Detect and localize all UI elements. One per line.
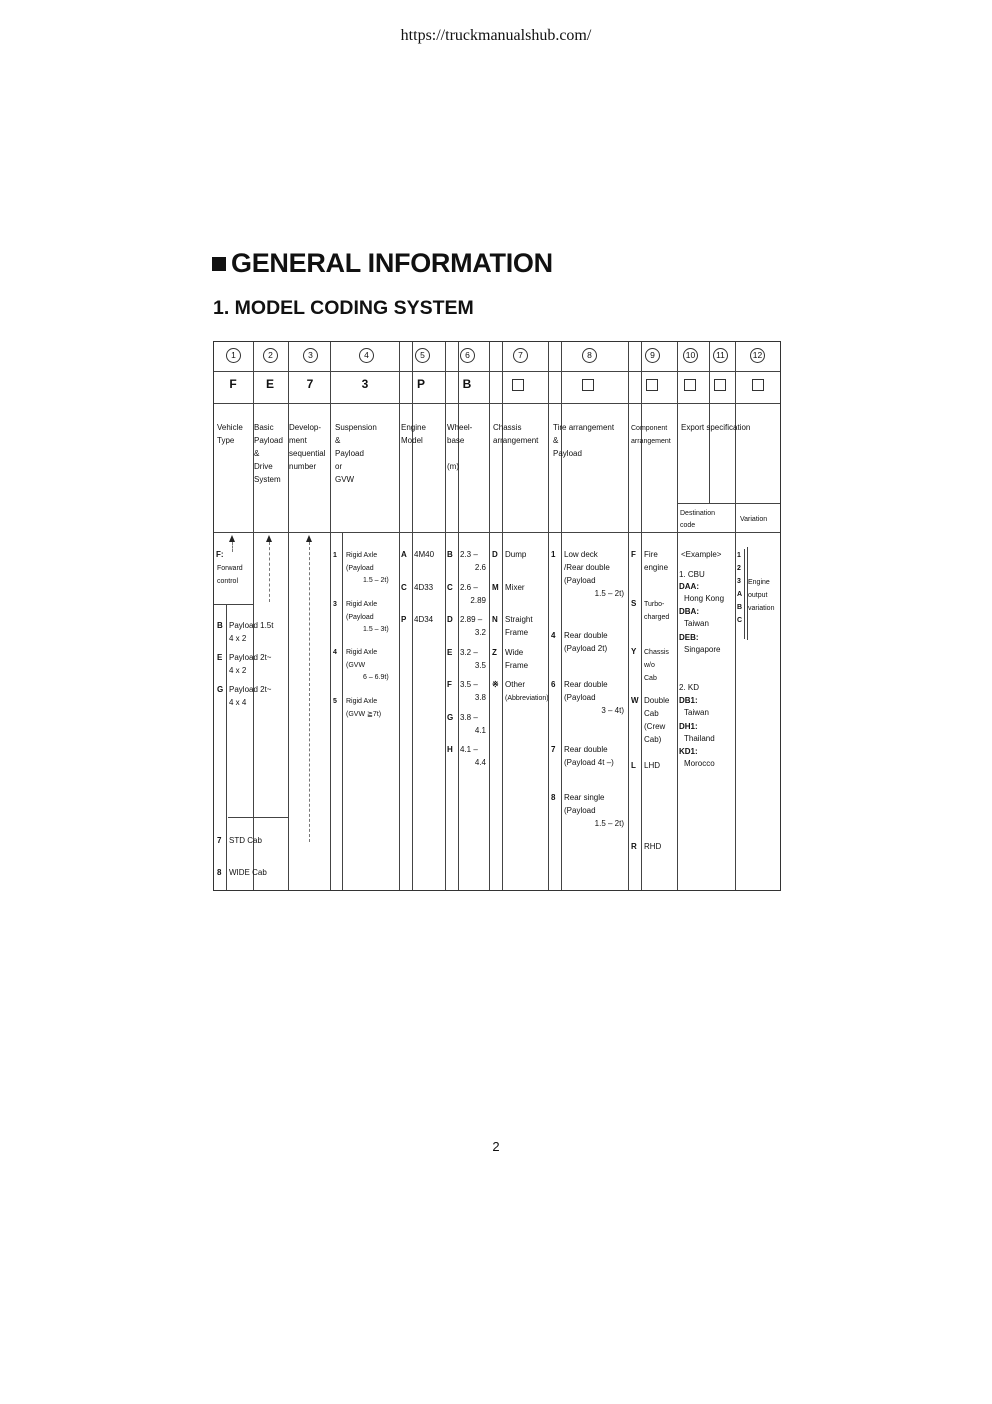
component-text: Cab (644, 709, 659, 718)
position-number-1: 1 (226, 348, 241, 363)
bracket-line (228, 817, 288, 818)
suspension-text: Rigid Axle (346, 601, 378, 608)
dotted-guide (309, 542, 310, 842)
suspension-code: 3 (333, 601, 337, 608)
component-code: L (631, 761, 636, 770)
engine-model: 4D34 (414, 615, 434, 624)
wheelbase-range: 3.8 – (460, 712, 478, 722)
drive-code: B (217, 621, 223, 630)
destination-code: KD1: (679, 747, 698, 756)
wheelbase-range: 3.5 (474, 660, 486, 670)
dotted-guide (269, 542, 270, 602)
model-code-6: B (462, 377, 472, 391)
header-basic-payload: Drive (254, 462, 273, 471)
position-number-6: 6 (460, 348, 475, 363)
wheelbase-range: 3.8 (474, 693, 486, 702)
destination-place: Singapore (684, 645, 721, 654)
header-suspension: & (335, 436, 341, 445)
tire-text: 1.5 – 2t) (594, 589, 624, 598)
header-wheelbase: base (447, 436, 465, 445)
tire-text: Rear double (564, 745, 608, 754)
variation-code: C (737, 617, 743, 624)
suspension-text: Rigid Axle (346, 698, 378, 705)
drive-code: E (217, 653, 223, 662)
column-divider (445, 342, 446, 890)
component-code: W (631, 696, 639, 705)
blank-code-box-10 (684, 379, 696, 391)
drive-code: G (217, 685, 224, 694)
wheelbase-range: 4.1 (474, 725, 486, 735)
position-number-2: 2 (263, 348, 278, 363)
variation-code: B (737, 604, 743, 611)
destination-code: DH1: (679, 722, 698, 731)
chassis-type: Straight (505, 615, 533, 624)
vehicle-type-label: control (217, 578, 239, 585)
destination-code: DB1: (679, 696, 698, 705)
wheelbase-range: 4.4 (474, 758, 486, 767)
section-title (212, 248, 553, 279)
component-text: Cab (644, 675, 657, 682)
header-development-number: Develop- (289, 423, 322, 432)
component-code: Y (631, 647, 637, 656)
chassis-code: M (492, 582, 499, 592)
chassis-code: D (492, 550, 498, 559)
page-number: 2 (492, 1139, 500, 1154)
header-engine-model: Model (401, 436, 423, 445)
variation-bracket (744, 549, 745, 639)
wheelbase-range: 3.2 – (460, 647, 478, 657)
wheelbase-range: 2.3 – (460, 550, 478, 559)
bracket-line (228, 604, 253, 605)
header-basic-payload: System (254, 475, 281, 484)
drive-payload: Payload 2t~ (229, 685, 272, 694)
drive-axle: 4 x 2 (229, 634, 247, 643)
blank-code-box-11 (714, 379, 726, 391)
suspension-text: Rigid Axle (346, 649, 378, 656)
wheelbase-code: D (447, 615, 453, 624)
engine-code: P (401, 615, 407, 624)
up-arrow-icon (306, 535, 312, 542)
suspension-text: (Payload (346, 613, 374, 621)
component-code: S (631, 599, 637, 608)
destination-code: DEB: (679, 633, 699, 642)
header-component-arrangement: arrangement (631, 438, 671, 445)
header-basic-payload: Payload (254, 436, 283, 445)
header-suspension: Payload (335, 449, 364, 458)
subsection-title: 1. MODEL CODING SYSTEM (213, 297, 474, 319)
component-text: charged (644, 614, 670, 621)
destination-place: Hong Kong (684, 594, 725, 603)
drive-payload: Payload 1.5t (229, 621, 274, 630)
wheelbase-code: G (447, 712, 454, 722)
destination-cbu: 1. CBU (679, 570, 705, 579)
column-divider (628, 342, 629, 890)
variation-label: Engine (748, 579, 770, 586)
header-suspension: or (335, 462, 343, 471)
tire-text: Low deck (564, 550, 598, 559)
tire-text: (Payload (564, 806, 596, 815)
component-text: engine (644, 563, 669, 572)
header-wheelbase: (m) (447, 462, 459, 471)
component-text: Chassis (644, 649, 669, 656)
component-text: (Crew (644, 722, 666, 731)
position-number-3: 3 (303, 348, 318, 363)
chassis-type: Mixer (505, 582, 525, 592)
header-chassis-arrangement: Chassis (493, 423, 522, 432)
variation-code: 1 (737, 552, 741, 559)
wheelbase-range: 2.89 (470, 595, 486, 605)
model-code-5: P (416, 377, 425, 391)
destination-place: Taiwan (684, 708, 709, 717)
position-number-7: 7 (513, 348, 528, 363)
wheelbase-range: 2.6 – (460, 582, 478, 592)
header-development-number: number (289, 462, 317, 471)
column-divider (399, 342, 400, 890)
component-text: Cab) (644, 735, 662, 744)
wheelbase-range: 2.89 – (460, 615, 483, 624)
chassis-type: (Abbreviation) (505, 695, 549, 702)
wheelbase-range: 2.6 (474, 563, 486, 572)
header-basic-payload: Basic (254, 423, 274, 432)
destination-example: <Example> (681, 550, 722, 559)
column-divider (330, 342, 331, 890)
header-wheelbase: Wheel- (447, 423, 473, 432)
row-divider (214, 371, 780, 372)
tire-text: Rear double (564, 680, 608, 689)
component-text: w/o (644, 662, 655, 669)
destination-code: DAA: (679, 582, 699, 591)
blank-code-box-7 (512, 379, 524, 391)
chassis-type: Other (505, 680, 526, 689)
tire-text: (Payload 2t) (564, 644, 608, 653)
destination-place: Morocco (684, 759, 715, 768)
component-text: RHD (644, 842, 662, 851)
source-url[interactable]: https://truckmanualshub.com/ (400, 27, 592, 44)
tire-text: Rear double (564, 631, 608, 640)
tire-text: /Rear double (564, 563, 610, 572)
tire-code: 8 (551, 793, 556, 802)
header-chassis-arrangement: arrangement (493, 436, 539, 445)
destination-place: Taiwan (684, 619, 709, 628)
header-engine-model: Engine (401, 423, 426, 432)
chassis-code: N (492, 615, 498, 624)
header-development-number: ment (289, 436, 307, 445)
tire-text: (Payload (564, 576, 596, 585)
blank-code-box-9 (646, 379, 658, 391)
square-bullet-icon (212, 257, 226, 271)
header-vehicle-type: Type (217, 436, 235, 445)
blank-code-box-8 (582, 379, 594, 391)
header-destination-code: code (680, 522, 696, 529)
column-divider (489, 342, 490, 890)
wheelbase-code: F (447, 680, 452, 689)
vehicle-type-code: F: (216, 550, 224, 559)
wheelbase-range: 3.2 (474, 628, 486, 637)
header-tire-arrangement: Payload (553, 449, 582, 458)
variation-code: 2 (737, 565, 741, 572)
position-number-8: 8 (582, 348, 597, 363)
component-text: Turbo- (644, 601, 665, 608)
wheelbase-code: H (447, 745, 453, 754)
suspension-text: (GVW (346, 661, 366, 669)
chassis-type: Frame (505, 628, 529, 637)
variation-label: output (748, 592, 768, 599)
model-code-2: E (265, 377, 274, 391)
chassis-type: Wide (505, 647, 524, 657)
suspension-text: 6 – 6.9t) (363, 674, 389, 681)
position-number-10: 10 (683, 348, 698, 363)
model-code-4: 3 (361, 377, 369, 391)
position-number-4: 4 (359, 348, 374, 363)
engine-model: 4D33 (414, 582, 434, 592)
header-suspension: GVW (335, 475, 355, 484)
component-code: F (631, 550, 636, 559)
suspension-text: (GVW ≧7t) (346, 710, 382, 718)
tire-code: 4 (551, 631, 556, 640)
header-suspension: Suspension (335, 423, 377, 432)
header-export-specification: Export specification (681, 423, 751, 432)
suspension-text: 1.5 – 2t) (363, 577, 389, 584)
code-column-divider (226, 604, 227, 890)
tire-text: (Payload 4t –) (564, 758, 614, 767)
chassis-type: Frame (505, 660, 529, 670)
wheelbase-range: 4.1 – (460, 745, 478, 754)
destination-place: Thailand (684, 734, 715, 743)
header-tire-arrangement: Tire arrangement (553, 423, 615, 432)
header-vehicle-type: Vehicle (217, 423, 243, 432)
column-divider (548, 342, 549, 890)
wheelbase-range: 3.5 – (460, 680, 478, 689)
up-arrow-icon (266, 535, 272, 542)
variation-code: 3 (737, 578, 741, 585)
cab-label: STD Cab (229, 836, 262, 845)
tire-code: 6 (551, 680, 556, 689)
tire-code: 7 (551, 745, 556, 754)
column-divider (677, 342, 678, 890)
header-tire-arrangement: & (553, 436, 559, 445)
blank-code-box-12 (752, 379, 764, 391)
tire-text: (Payload (564, 693, 596, 702)
vehicle-type-label: Forward (217, 565, 243, 572)
cab-code: 8 (217, 868, 222, 877)
export-subheader-divider (678, 503, 780, 504)
wheelbase-code: C (447, 582, 453, 592)
tire-text: Rear single (564, 793, 605, 802)
cab-code: 7 (217, 836, 222, 845)
drive-axle: 4 x 4 (229, 698, 247, 707)
wheelbase-code: B (447, 550, 453, 559)
header-basic-payload: & (254, 449, 260, 458)
variation-code: A (737, 591, 743, 598)
wheelbase-code: E (447, 647, 453, 657)
engine-code: A (401, 550, 407, 559)
drive-axle: 4 x 2 (229, 666, 247, 675)
model-code-1: F (229, 377, 237, 391)
section-title-text: GENERAL INFORMATION (231, 248, 553, 278)
position-number-12: 12 (750, 348, 765, 363)
variation-label: variation (748, 605, 775, 612)
component-text: Fire (644, 550, 658, 559)
chassis-type: Dump (505, 550, 527, 559)
component-text: LHD (644, 761, 661, 770)
drive-payload: Payload 2t~ (229, 653, 272, 662)
code-column-divider (342, 532, 343, 890)
tire-text: 3 – 4t) (601, 706, 624, 715)
header-development-number: sequential (289, 449, 326, 458)
engine-model: 4M40 (414, 550, 435, 559)
header-destination-code: Destination (680, 510, 716, 517)
suspension-code: 5 (333, 698, 337, 705)
suspension-text: Rigid Axle (346, 552, 378, 559)
suspension-code: 1 (333, 552, 337, 559)
position-number-11: 11 (713, 348, 728, 363)
dotted-guide (232, 542, 233, 552)
row-divider (214, 532, 780, 533)
suspension-text: 1.5 – 3t) (363, 626, 389, 633)
header-component-arrangement: Component (631, 425, 668, 432)
position-number-5: 5 (415, 348, 430, 363)
cab-label: WIDE Cab (229, 868, 267, 877)
suspension-code: 4 (333, 649, 337, 656)
destination-kd: 2. KD (679, 683, 700, 692)
header-variation: Variation (740, 516, 768, 523)
tire-code: 1 (551, 550, 556, 559)
chassis-code: Z (492, 647, 497, 657)
component-code: R (631, 842, 637, 851)
row-divider (214, 403, 780, 404)
suspension-text: (Payload (346, 564, 374, 572)
tire-text: 1.5 – 2t) (594, 819, 624, 828)
destination-code: DBA: (679, 607, 699, 616)
engine-code: C (401, 582, 407, 592)
model-coding-table (213, 341, 781, 891)
component-text: Double (644, 696, 670, 705)
model-code-3: 7 (306, 377, 314, 391)
up-arrow-icon (229, 535, 235, 542)
position-number-9: 9 (645, 348, 660, 363)
chassis-code: ※ (492, 680, 499, 689)
